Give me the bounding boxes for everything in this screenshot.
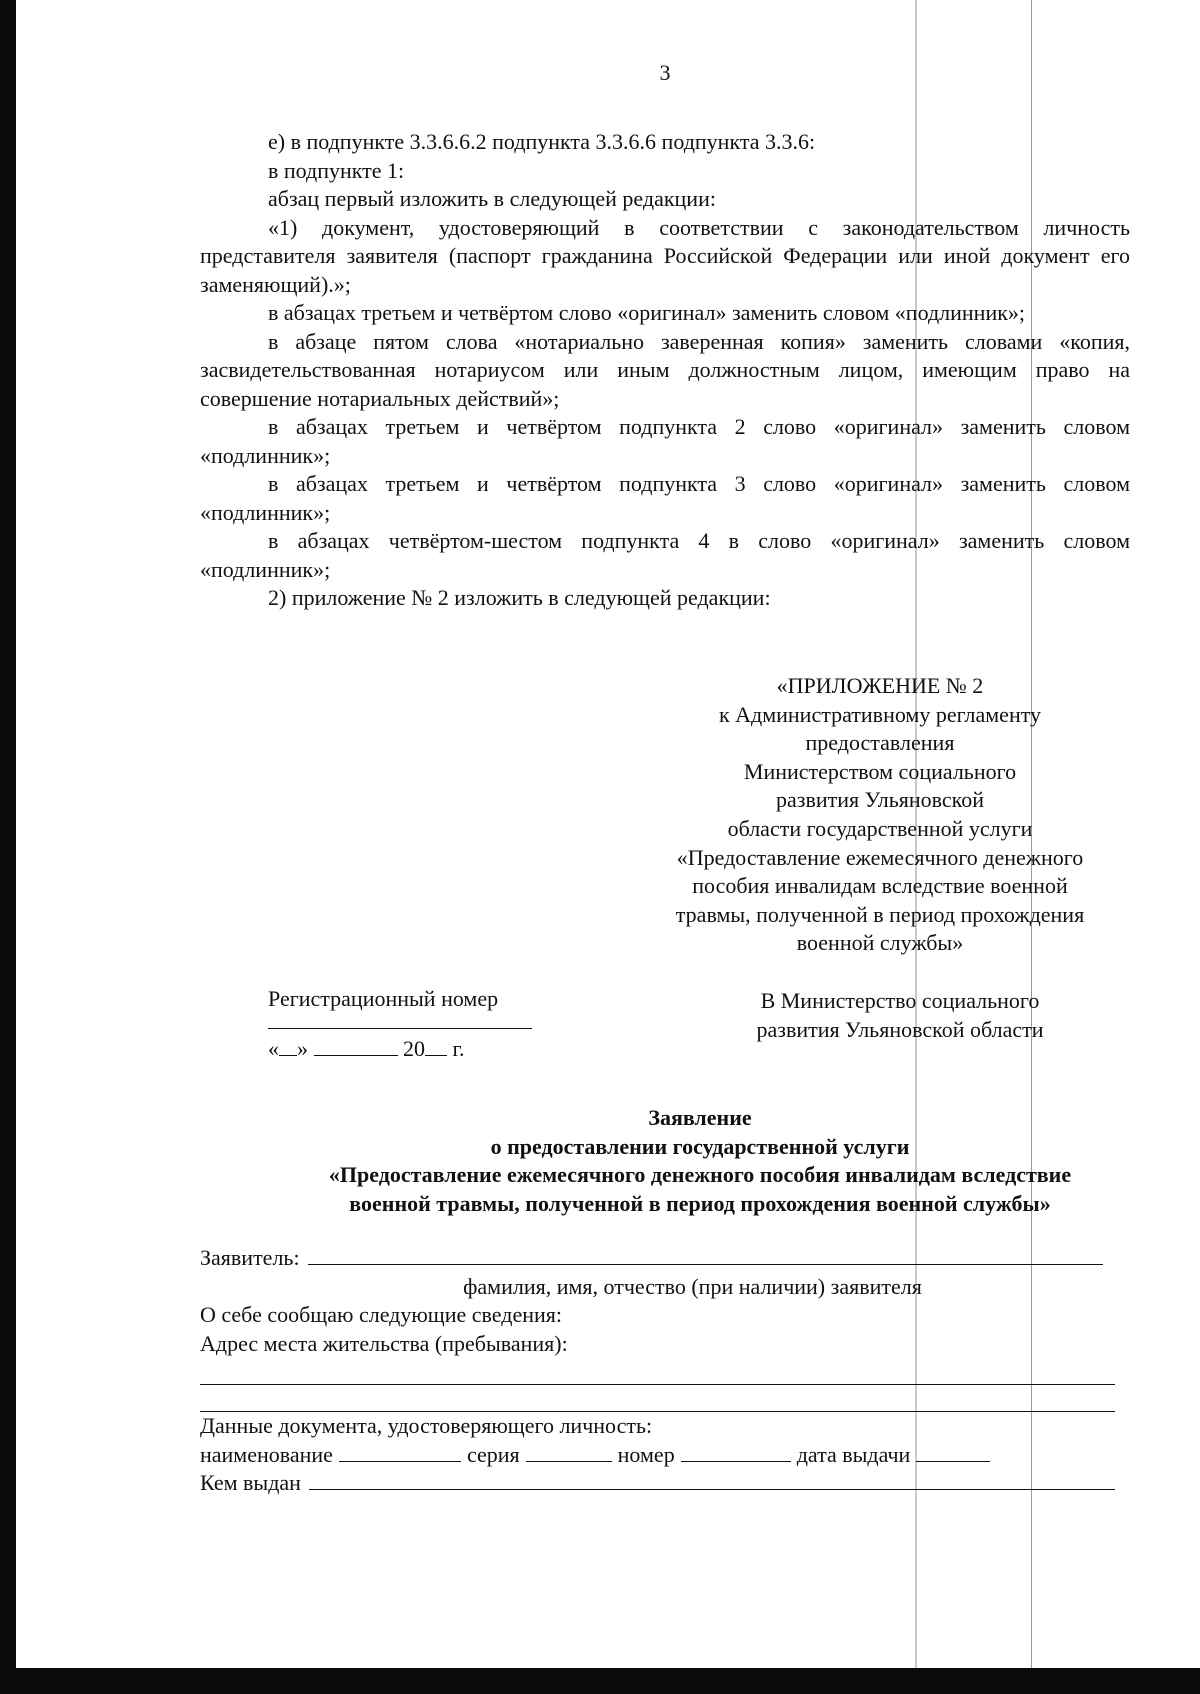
amendments-text	[200, 128, 1130, 613]
amendment-paragraph: в абзацах четвёртом-шестом подпункта 4 в слово «оригинал» заменить словом «подлинник»;	[200, 528, 1130, 582]
address-label: Адрес места жительства (пребывания):	[200, 1330, 568, 1356]
page-number: 3	[659, 60, 671, 85]
appendix-line: развития Ульяновской	[776, 787, 984, 813]
amendment-paragraph: в абзаце пятом слова «нотариально заверенная копия» заменить словами «копия, засвидетельствованная нотариусом или иным должностным лицом, имеющим право на совершение нотариальных действий»;	[200, 328, 1130, 411]
appendix-line: к Административному регламенту	[718, 701, 1042, 727]
amendment-paragraph: «1) документ, удостоверяющий в соответствии с законодательством личность представителя заявителя (паспорт гражданина Российской Федерации или иной документ его заменяющий).»;	[200, 214, 1130, 297]
amendment-paragraph: е) в подпункте 3.3.6.6.2 подпункта 3.3.6.6 подпункта 3.3.6:	[268, 129, 816, 154]
addressee-block	[700, 986, 1100, 1044]
appendix-line: травмы, полученной в период прохождения	[675, 901, 1085, 927]
appendix-header	[640, 672, 1120, 958]
series-field[interactable]	[526, 1441, 612, 1462]
date-quote-open: «	[268, 1036, 279, 1061]
registration-label: Регистрационный номер	[268, 986, 499, 1011]
issued-by-field[interactable]	[309, 1469, 1115, 1490]
registration-date	[268, 1035, 548, 1062]
year-suffix: г.	[452, 1036, 465, 1061]
amendment-paragraph: в подпункте 1:	[268, 157, 405, 183]
year-prefix: 20	[403, 1036, 425, 1061]
amendment-paragraph: 2) приложение № 2 изложить в следующей редакции:	[268, 585, 771, 610]
number-label: номер	[617, 1441, 675, 1467]
issue-date-field[interactable]	[916, 1441, 990, 1462]
doc-name-label: наименование	[200, 1441, 333, 1467]
amendment-paragraph: в абзацах третьем и четвёртом подпункта 3 слово «оригинал» заменить словом «подлинник»;	[200, 471, 1130, 525]
title-line: военной травмы, полученной в период прохождения военной службы»	[349, 1190, 1051, 1216]
title-line: «Предоставление ежемесячного денежного пособия инвалидам вследствие	[328, 1162, 1072, 1187]
registration-block	[268, 986, 548, 1062]
addressee-line: развития Ульяновской области	[756, 1017, 1044, 1042]
title-line: Заявление	[648, 1105, 752, 1130]
title-line: о предоставлении государственной услуги	[490, 1133, 910, 1159]
day-field[interactable]	[279, 1035, 297, 1056]
date-quote-close: »	[297, 1036, 308, 1061]
issued-by-label: Кем выдан	[200, 1470, 301, 1495]
appendix-line: военной службы»	[796, 930, 964, 956]
appendix-line: Министерством социального	[743, 758, 1017, 784]
appendix-line: области государственной услуги	[727, 815, 1033, 841]
registration-number-field[interactable]	[268, 1018, 532, 1029]
appendix-line: «Предоставление ежемесячного денежного	[676, 844, 1084, 870]
applicant-hint: фамилия, имя, отчество (при наличии) заявителя	[463, 1273, 922, 1299]
scan-edge-left	[0, 0, 16, 1694]
appendix-line: предоставления	[805, 730, 955, 756]
address-field-line-2[interactable]	[200, 1385, 1115, 1412]
appendix-line: пособия инвалидам вследствие военной	[692, 873, 1068, 899]
amendment-paragraph: в абзацах третьем и четвёртом подпункта 2 слово «оригинал» заменить словом «подлинник»;	[200, 414, 1130, 468]
applicant-field[interactable]	[308, 1244, 1103, 1265]
issued-by-row	[200, 1469, 1115, 1498]
applicant-row	[200, 1244, 1115, 1273]
application-form	[200, 1244, 1115, 1498]
year-field[interactable]	[425, 1035, 447, 1056]
appendix-line: «ПРИЛОЖЕНИЕ № 2	[776, 673, 984, 698]
series-label: серия	[466, 1441, 520, 1467]
doc-name-field[interactable]	[339, 1441, 461, 1462]
application-title	[200, 1104, 1200, 1218]
address-field-line-1[interactable]	[200, 1358, 1115, 1385]
id-doc-row	[200, 1441, 1115, 1470]
amendment-paragraph: абзац первый изложить в следующей редакции:	[268, 186, 716, 211]
issue-date-label: дата выдачи	[796, 1441, 911, 1467]
number-field[interactable]	[681, 1441, 791, 1462]
id-doc-label: Данные документа, удостоверяющего личность:	[200, 1413, 653, 1438]
about-label: О себе сообщаю следующие сведения:	[200, 1302, 563, 1327]
applicant-label: Заявитель:	[200, 1245, 300, 1270]
addressee-line: В Министерство социального	[760, 988, 1040, 1013]
amendment-paragraph: в абзацах третьем и четвёртом слово «оригинал» заменить словом «подлинник»;	[268, 300, 1026, 325]
scan-edge-bottom	[0, 1668, 1200, 1694]
month-field[interactable]	[314, 1035, 398, 1056]
